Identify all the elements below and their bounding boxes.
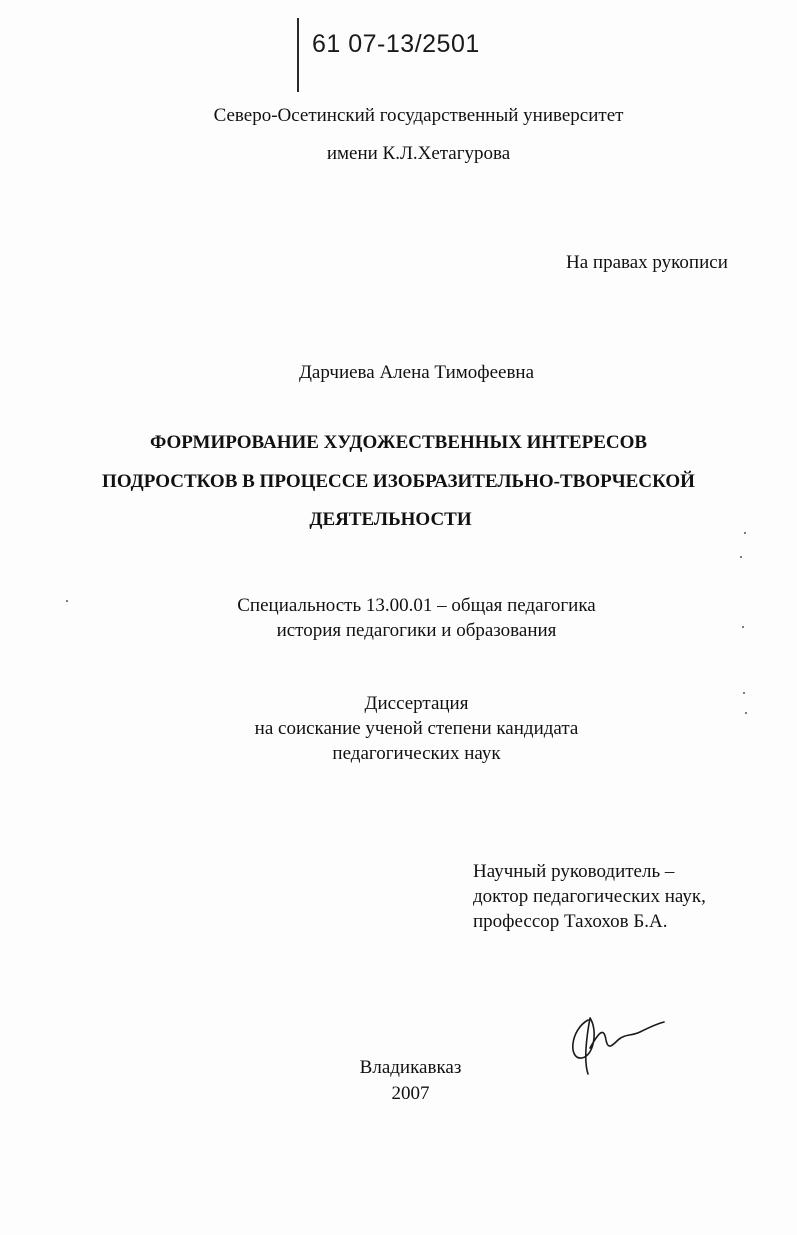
scan-speck [66,600,68,602]
dissertation-line-2: на соискание ученой степени кандидата [254,718,579,739]
scan-speck [744,532,746,534]
title-line-1: ФОРМИРОВАНИЕ ХУДОЖЕСТВЕННЫХ ИНТЕРЕСОВ [149,432,648,453]
scan-speck [742,626,744,628]
university-named-after: имени К.Л.Хетагурова [326,143,511,164]
author-name: Дарчиева Алена Тимофеевна [298,362,535,383]
archive-stamp-number: 61 07-13/2501 [312,30,480,58]
year: 2007 [391,1083,430,1104]
specialty-line-2: история педагогики и образования [276,620,557,641]
scan-speck [745,712,747,714]
manuscript-rights-note: На правах рукописи [566,252,728,273]
supervisor-line-3: профессор Тахохов Б.А. [473,911,668,932]
scan-speck [740,556,742,558]
scan-speck [743,692,745,694]
dissertation-line-1: Диссертация [364,693,469,714]
specialty-line-1: Специальность 13.00.01 – общая педагогика [237,595,596,616]
supervisor-line-1: Научный руководитель – [473,861,675,882]
title-line-2: ПОДРОСТКОВ В ПРОЦЕССЕ ИЗОБРАЗИТЕЛЬНО-ТВОРЧЕСКОЙ [102,471,695,492]
title-line-3: ДЕЯТЕЛЬНОСТИ [309,509,472,530]
supervisor-line-2: доктор педагогических наук, [473,886,706,907]
dissertation-line-3: педагогических наук [332,743,501,764]
city: Владикавказ [359,1057,462,1078]
university-name: Северо-Осетинский государственный университет [213,105,624,126]
stamp-vertical-line [297,18,299,92]
